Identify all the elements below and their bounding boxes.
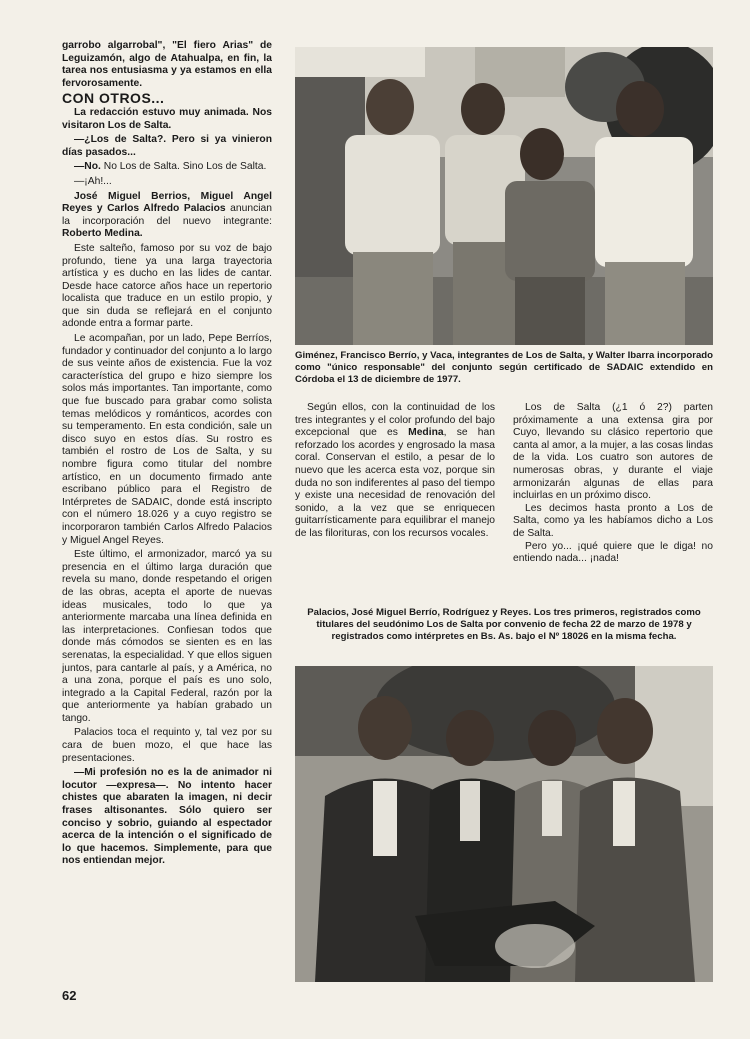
paragraph-5-mid: anuncian la incorporación del nuevo integrante: bbox=[62, 203, 272, 227]
middle-paragraph-a: Según ellos, con la continuidad de los tres integrantes y el color profundo del bajo excepcional que es bbox=[295, 402, 495, 439]
right-paragraph-2: Les decimos hasta pronto a Los de Salta, como ya les habíamos dicho a Los de Salta. bbox=[513, 502, 713, 539]
medina-name: Medina bbox=[408, 427, 444, 439]
intro-paragraph: garrobo algarrobal", "El fiero Arias" de Leguizamón, algo de Atahualpa, en fin, la tarea nos entusiasma y ya estamos en ella fervorosamente. bbox=[62, 40, 272, 89]
paragraph-7: Le acompañan, por un lado, Pepe Berríos, fundador y continuador del conjunto a lo largo de sus veinte años de existencia. Fue la voz característica del grupo e hizo siempre los solos más importantes. Tan importante, como que fue buscado para grabar como solista temas melódicos y románticos, acordes con su temperamento. En esta condición, sale un disco suyo en estos días. Su rostro es también el rostro de Los de Salta, y su nombre figura como titular del nombre artístico, en un documento firmado ante escribano público para el Registro de Intérpretes de SADAIC, donde está inscripto con el número 18.026 y a cuyo registro se incorporaron también Carlos Alfredo Palacios y Miguel Angel Reyes. bbox=[62, 333, 272, 546]
right-paragraph-1: Los de Salta (¿1 ó 2?) parten próximamente a una extensa gira por Cuyo, llevando su clásico repertorio que canta al amor, a la mujer, a las cosas lindas de la vida. Los cuatro son autores de numerosas obras, y durante el viaje armonizarán algunas de ellas para incluirlas en un próximo disco. bbox=[513, 402, 713, 502]
paragraph-6: Este salteño, famoso por su voz de bajo profundo, tiene ya una larga trayectoria artística y es ducho en las lides de cantar. Desde hace catorce años hace un repertorio localista que traduce en un estilo propio, y que sin duda se reflejará en el conjunto adonde entra a formar parte. bbox=[62, 242, 272, 330]
bottom-photo-caption: Palacios, José Miguel Berrío, Rodríguez y Reyes. Los tres primeros, registrados como titulares del seudónimo Los de Salta por convenio de fecha 22 de marzo de 1978 y registrados como intérpretes en Bs. As. bajo el Nº 18026 en la misma fecha. bbox=[307, 607, 701, 642]
page-number: 62 bbox=[62, 988, 77, 1003]
paragraph-8: Este último, el armonizador, marcó ya su presencia en el último larga duración que revela su mano, donde respetando el origen de las obras, acepta el aporte de nuevas ideas musicales, todo lo que ya anteriormente marcaba una línea definida en las interpretaciones. Confiesan todos que donde más cómodos se sienten es en las serenatas, la especialidad. Y que ellos siguen juntos, para cantarle al país, y a América, no a una zona, porque el país es uno solo, integrado a la Capital Federal, razón por la que anteriormente ya habían grabado un tango. bbox=[62, 549, 272, 724]
top-photo-caption: Giménez, Francisco Berrío, y Vaca, integrantes de Los de Salta, y Walter Ibarra incorporado como "único responsable" del conjunto según certificado de SADAIC extendido en Córdoba el 13 de diciembre de 1977. bbox=[295, 350, 713, 385]
bottom-group-photo bbox=[295, 666, 713, 982]
paragraph-2: —¿Los de Salta?. Pero si ya vinieron días pasados... bbox=[62, 134, 272, 158]
right-paragraph-3: Pero yo... ¡qué quiere que le diga! no entiendo nada... ¡nada! bbox=[513, 540, 713, 565]
new-member-name: Roberto Medina. bbox=[62, 228, 143, 240]
paragraph-3 bbox=[62, 161, 272, 174]
paragraph-3-bold: —No. bbox=[74, 161, 101, 173]
paragraph-4: —¡Ah!... bbox=[74, 175, 112, 187]
middle-column bbox=[295, 402, 495, 598]
paragraph-3-rest: No Los de Salta. Sino Los de Salta. bbox=[100, 161, 267, 173]
section-title: CON OTROS... bbox=[62, 90, 165, 107]
paragraph-1: La redacción estuvo muy animada. Nos visitaron Los de Salta. bbox=[62, 106, 272, 131]
members-names: José Miguel Berrios, Miguel Angel Reyes y Carlos Alfredo Palacios bbox=[62, 190, 272, 215]
middle-paragraph-b: , se han reforzado los acordes y engrosado la masa coral. Conservan el estilo, a pesar de lo nuevo que les acerca esta voz, porque sin duda no son indiferentes al paso del tiempo y existe una necesidad de renovación del sonido, a la vez que se enriquecen guitarrísticamente para equilibrar el manejo de las filorituras, con los recursos vocales. bbox=[295, 427, 495, 539]
left-column bbox=[62, 40, 272, 985]
paragraph-10: —Mi profesión no es la de animador ni locutor —expresa—. No intento hacer chistes que abaraten la imagen, ni decir frases altisonantes. Sólo quiero ser conciso y sobrio, guiando al espectador acerca de la intención o el significado de lo que hacemos. Simplemente, para que nos entiendan mejor. bbox=[62, 767, 272, 867]
right-column bbox=[513, 402, 713, 598]
middle-paragraph bbox=[295, 402, 495, 541]
paragraph-5 bbox=[62, 191, 272, 241]
paragraph-9: Palacios toca el requinto y, tal vez por su cara de buen mozo, el que hace las presentaciones. bbox=[62, 727, 272, 764]
top-group-photo bbox=[295, 47, 713, 345]
